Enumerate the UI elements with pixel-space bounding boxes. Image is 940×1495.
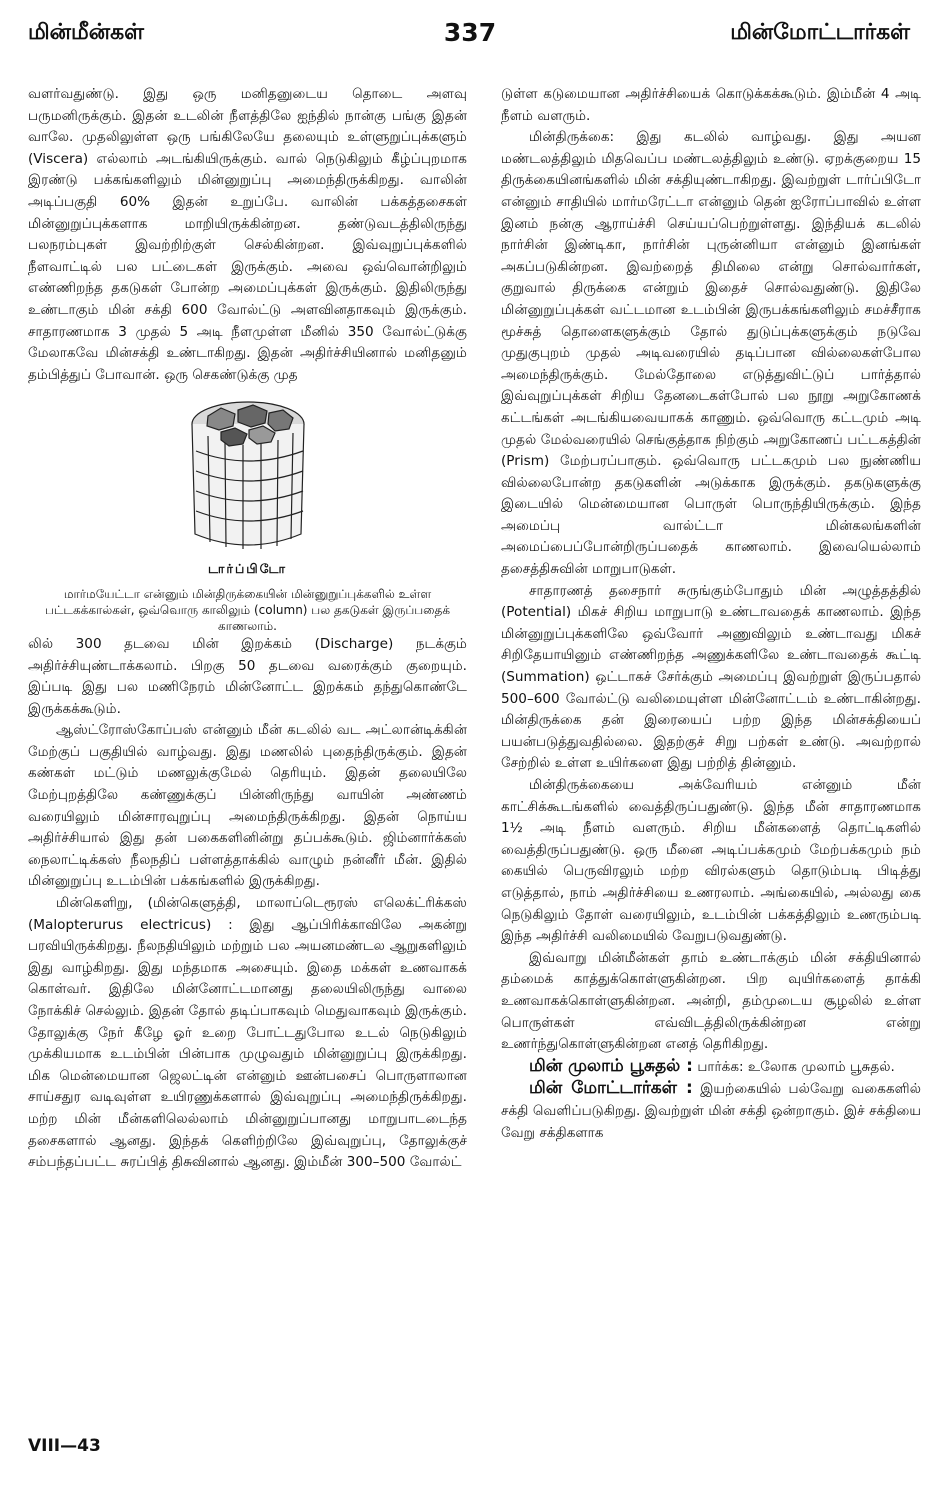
left-column bbox=[28, 84, 467, 1174]
figure-torpedo bbox=[28, 396, 467, 580]
paragraph: சாதாரணத் தசைநார் சுருங்கும்போதும் மின் அழுத்தத்தில் (Potential) மிகச் சிறிய மாறுபாடு உண்டாவதைக் காணலாம். இந்த மின்னுறுப்புக்களிலே ஒவ்வோர் அணுவிலும் உண்டாவது மிகச் சிறிதேயாயினும் எண்ணிறந்த அணுக்களிலே உண்டாவதைக் கூட்டி (Summation) ஒட்டாகச் சேர்க்கும் அமைப்பு இவற்றுள் இருப்பதால் 500–600 வோல்ட்டு வலிமையுள்ள மின்னோட்டம் உண்டாகின்றது. மின்திருக்கை தன் இரையைப் பற்ற இந்த மின்சக்தியைப் பயன்படுத்துவதில்லை. இதற்குச் சிறு பற்கள் உண்டு. அவற்றால் சேற்றில் உள்ள உயிர்களை இது பற்றித் தின்னும். bbox=[501, 582, 921, 772]
entry-body: இயற்கையில் பல்வேறு வகைகளில் சக்தி வெளிப்படுகிறது. இவற்றுள் மின் சக்தி ஒன்றாகும். இச் சக்தியை வேறு சக்திகளாக bbox=[501, 1081, 921, 1141]
volume-page-marker: VIII—43 bbox=[28, 1436, 101, 1456]
entry-electric-motors bbox=[501, 1078, 921, 1144]
running-head-right: மின்மோட்டார்கள் bbox=[730, 20, 910, 45]
paragraph: ஆஸ்ட்ரோஸ்கோப்பஸ் என்னும் மீன் கடலில் வட அட்லான்டிக்கின் மேற்குப் பகுதியில் வாழ்வது. இது மணலில் புதைந்திருக்கும். இதன் கண்கள் மட்டும் மணலுக்குமேல் தெரியும். இதன் தலையிலே மேற்புறத்திலே கண்ணுக்குப் பின்னிருந்து வாயின் அண்ணம் வரையிலும் மின்சாரவுறுப்பு அமைந்திருக்கிறது. இதன் நொய்ய அதிர்ச்சியால் இது தன் பகைகளினின்று தப்பக்கூடும். ஜிம்னார்க்கஸ் நைலாட்டிக்கஸ் நீலநதிப் பள்ளத்தாக்கில் வாழும் நன்னீர் மீன். இதில் மின்னுறுப்பு உடம்பின் பக்கங்களில் இருக்கிறது. bbox=[28, 722, 467, 890]
entry-heading: மின் முலாம் பூசுதல் : bbox=[529, 1055, 693, 1076]
page-header bbox=[0, 0, 940, 60]
electric-organ-prism-illustration bbox=[183, 396, 313, 556]
figure-title: டார்ப்பிடோ bbox=[207, 561, 288, 577]
entry-electroplating bbox=[501, 1056, 921, 1079]
paragraph: மின்திருக்கையை அக்வேரியம் என்னும் மீன் காட்சிக்கூடங்களில் வைத்திருப்பதுண்டு. இந்த மீன் சாதாரணமாக 1½ அடி நீளம் வளரும். சிறிய மீன்களைத் தொட்டிகளில் வைத்திருப்பதுண்டு. ஒரு மீனை அடிப்பக்கமும் மேற்பக்கமும் நம் கையில் பெருவிரலும் மற்ற விரல்களும் தொடும்படி பிடித்து எடுத்தால், நாம் அதிர்ச்சியை உணரலாம். அங்கையில், அல்லது கை நெடுகிலும் தோள் வரையிலும், உடம்பின் பக்கத்திலும் உணரும்படி இந்த அதிர்ச்சி வலிமையில் வேறுபடுவதுண்டு. bbox=[501, 777, 921, 945]
entry-heading: மின் மோட்டார்கள் : bbox=[529, 1078, 693, 1099]
entry-body: பார்க்க: உலோக முலாம் பூசுதல். bbox=[697, 1058, 895, 1075]
right-column bbox=[501, 84, 921, 1144]
paragraph: மின்கெளிறு, (மின்கெளுத்தி, மாலாப்டெரூரஸ் எலெக்ட்ரிக்கஸ் (Malopterurus electricus) : இது ஆப்பிரிக்காவிலே அகன்று பரவியிருக்கிறது. நீலநதியிலும் மற்றும் பல அயனமண்டல ஆறுகளிலும் இது வாழ்கிறது. இது மந்தமாக அசையும். இதை மக்கள் உணவாகக் கொள்வர். இதிலே மின்னோட்டமானது தலையிலிருந்து வாலை நோக்கிச் செல்லும். இதன் தோல் தடிப்பாகவும் மெதுவாகவும் இருக்கும். தோலுக்கு நேர் கீழே ஓர் உறை போட்டதுபோல உடல் நெடுகிலும் முக்கியமாக உடம்பின் பின்பாக முழுவதும் மின்னுறுப்பு இருக்கிறது. மிக மென்மையான ஜெலட்டின் என்னும் ஊன்பசைப் பொருளாலான சாய்சதுர வடிவுள்ள உயிரணுக்களால் இவ்வுறுப்பு அமைந்திருக்கிறது. மற்ற மின் மீன்களிலெல்லாம் மின்னுறுப்பானது மாறுபாடடைந்த தசைகளால் ஆனது. இந்தக் கெளிற்றிலே இவ்வுறுப்பு, தோலுக்குச் சம்பந்தப்பட்ட சுரப்பித் திசுவினால் ஆனது. இம்மீன் 300–500 வோல்ட் bbox=[28, 895, 467, 1171]
page-number: 337 bbox=[443, 18, 497, 47]
figure-caption: மார்மயேட்டா என்னும் மின்திருக்கையின் மின்னுறுப்புக்களில் உள்ள பட்டகக்கால்கள், ஒவ்வொரு காலிலும் (column) பல தகடுகள் இருப்பதைக் காணலாம். bbox=[44, 586, 451, 633]
paragraph: வளர்வதுண்டு. இது ஒரு மனிதனுடைய தொடை அளவு பருமனிருக்கும். இதன் உடலின் நீளத்திலே ஐந்தில் நான்கு பங்கு இதன் வாலே. முதலிலுள்ள ஒரு பங்கிலேயே தலையும் உள்ளுறுப்புக்களும் (Viscera) எல்லாம் அடங்கியிருக்கும். வால் நெடுகிலும் கீழ்ப்புறமாக இரண்டு பக்கங்களிலும் மின்னுறுப்பு அமைந்திருக்கிறது. வாலின் அடிப்பகுதி 60% இதன் உறுப்பே. வாலின் பக்கத்தசைகள் மின்னுறுப்புக்களாக மாறியிருக்கின்றன. தண்டுவடத்திலிருந்து பலநரம்புகள் இவற்றிற்குள் செல்கின்றன. இவ்வுறுப்புக்களில் நீளவாட்டில் பல பட்டைகள் இருக்கும். அவை ஒவ்வொன்றிலும் எண்ணிறந்த தகடுகள் போன்ற அமைப்புக்கள் இருக்கும். இதிலிருந்து உண்டாகும் மின் சக்தி 600 வோல்ட்டு அளவினதாகவும் இருக்கும். சாதாரணமாக 3 முதல் 5 அடி நீளமுள்ள மீனில் 350 வோல்ட்டுக்கு மேலாகவே மின்சக்தி உண்டாகிறது. இதன் அதிர்ச்சியினால் மனிதனும் தம்பித்துப் போவான். ஒரு செகண்டுக்கு முத bbox=[28, 86, 467, 383]
paragraph: லில் 300 தடவை மின் இறக்கம் (Discharge) நடக்கும் அதிர்ச்சியுண்டாக்கலாம். பிறகு 50 தடவை வரைக்கும் குறையும். இப்படி இது பல மணிநேரம் மின்னோட்ட இறக்கம் தந்துகொண்டே இருக்கக்கூடும். bbox=[28, 635, 467, 717]
paragraph: மின்திருக்கை: இது கடலில் வாழ்வது. இது அயன மண்டலத்திலும் மிதவெப்ப மண்டலத்திலும் உண்டு. ஏறக்குறைய 15 திருக்கையினங்களில் மின் சக்தியுண்டாகிறது. இவற்றுள் டார்ப்பிடோ என்னும் சாதியில் மார்மரேட்டா என்னும் தென் ஐரோப்பாவில் உள்ள இனம் நன்கு ஆராய்ச்சி செய்யப்பெற்றுள்ளது. இந்தியக் கடலில் நார்சின் இண்டிகா, நார்சின் புருன்னியா என்னும் இனங்கள் அகப்படுகின்றன. இவற்றைத் திமிலை என்று சொல்வார்கள், குறுவால் திருக்கை என்றும் இதைச் சொல்வதுண்டு. இதிலே மின்னுறுப்புக்கள் வட்டமான உடம்பின் இருபக்கங்களிலும் சமச்சீராக மூச்சுத் தொளைகளுக்கும் தோல் துடுப்புக்களுக்கும் நடுவே முதுகுபுறம் முதல் அடிவரையில் தடிப்பான வில்லைகள்போல அமைந்திருக்கும். மேல்தோலை எடுத்துவிட்டுப் பார்த்தால் இவ்வுறுப்புக்கள் சிறிய தேனடைகள்போல் பல நூறு அறுகோணக் கட்டங்கள் அடங்கியவையாகக் காணும். ஒவ்வொரு கட்டமும் அடி முதல் மேல்வரையில் செங்குத்தாக நிற்கும் அறுகோணப் பட்டகத்தின் (Prism) மேற்பரப்பாகும். ஒவ்வொரு பட்டகமும் பல நுண்ணிய வில்லைபோன்ற தகடுகளின் அடுக்காக இருக்கும். தகடுகளுக்கு இடையில் மென்மையான பொருள் பொருந்தியிருக்கும். இந்த அமைப்பு வால்ட்டா மின்கலங்களின் அமைப்பைப்போன்றிருப்பதைக் காணலாம். இவையெல்லாம் தசைத்திசுவின் மாறுபாடுகள். bbox=[501, 129, 921, 578]
paragraph: இவ்வாறு மின்மீன்கள் தாம் உண்டாக்கும் மின் சக்தியினால் தம்மைக் காத்துக்கொள்ளுகின்றன. பிற வுயிர்களைத் தாக்கி உணவாகக்கொள்ளுகின்றன. அன்றி, தம்முடைய சூழலில் உள்ள பொருள்கள் எவ்விடத்திலிருக்கின்றன என்று உணர்ந்துகொள்ளுகின்றன எனத் தெரிகிறது. bbox=[501, 949, 921, 1053]
paragraph: டுள்ள கடுமையான அதிர்ச்சியைக் கொடுக்கக்கூடும். இம்மீன் 4 அடி நீளம் வளரும். bbox=[501, 86, 921, 124]
running-head-left: மின்மீன்கள் bbox=[28, 20, 145, 45]
